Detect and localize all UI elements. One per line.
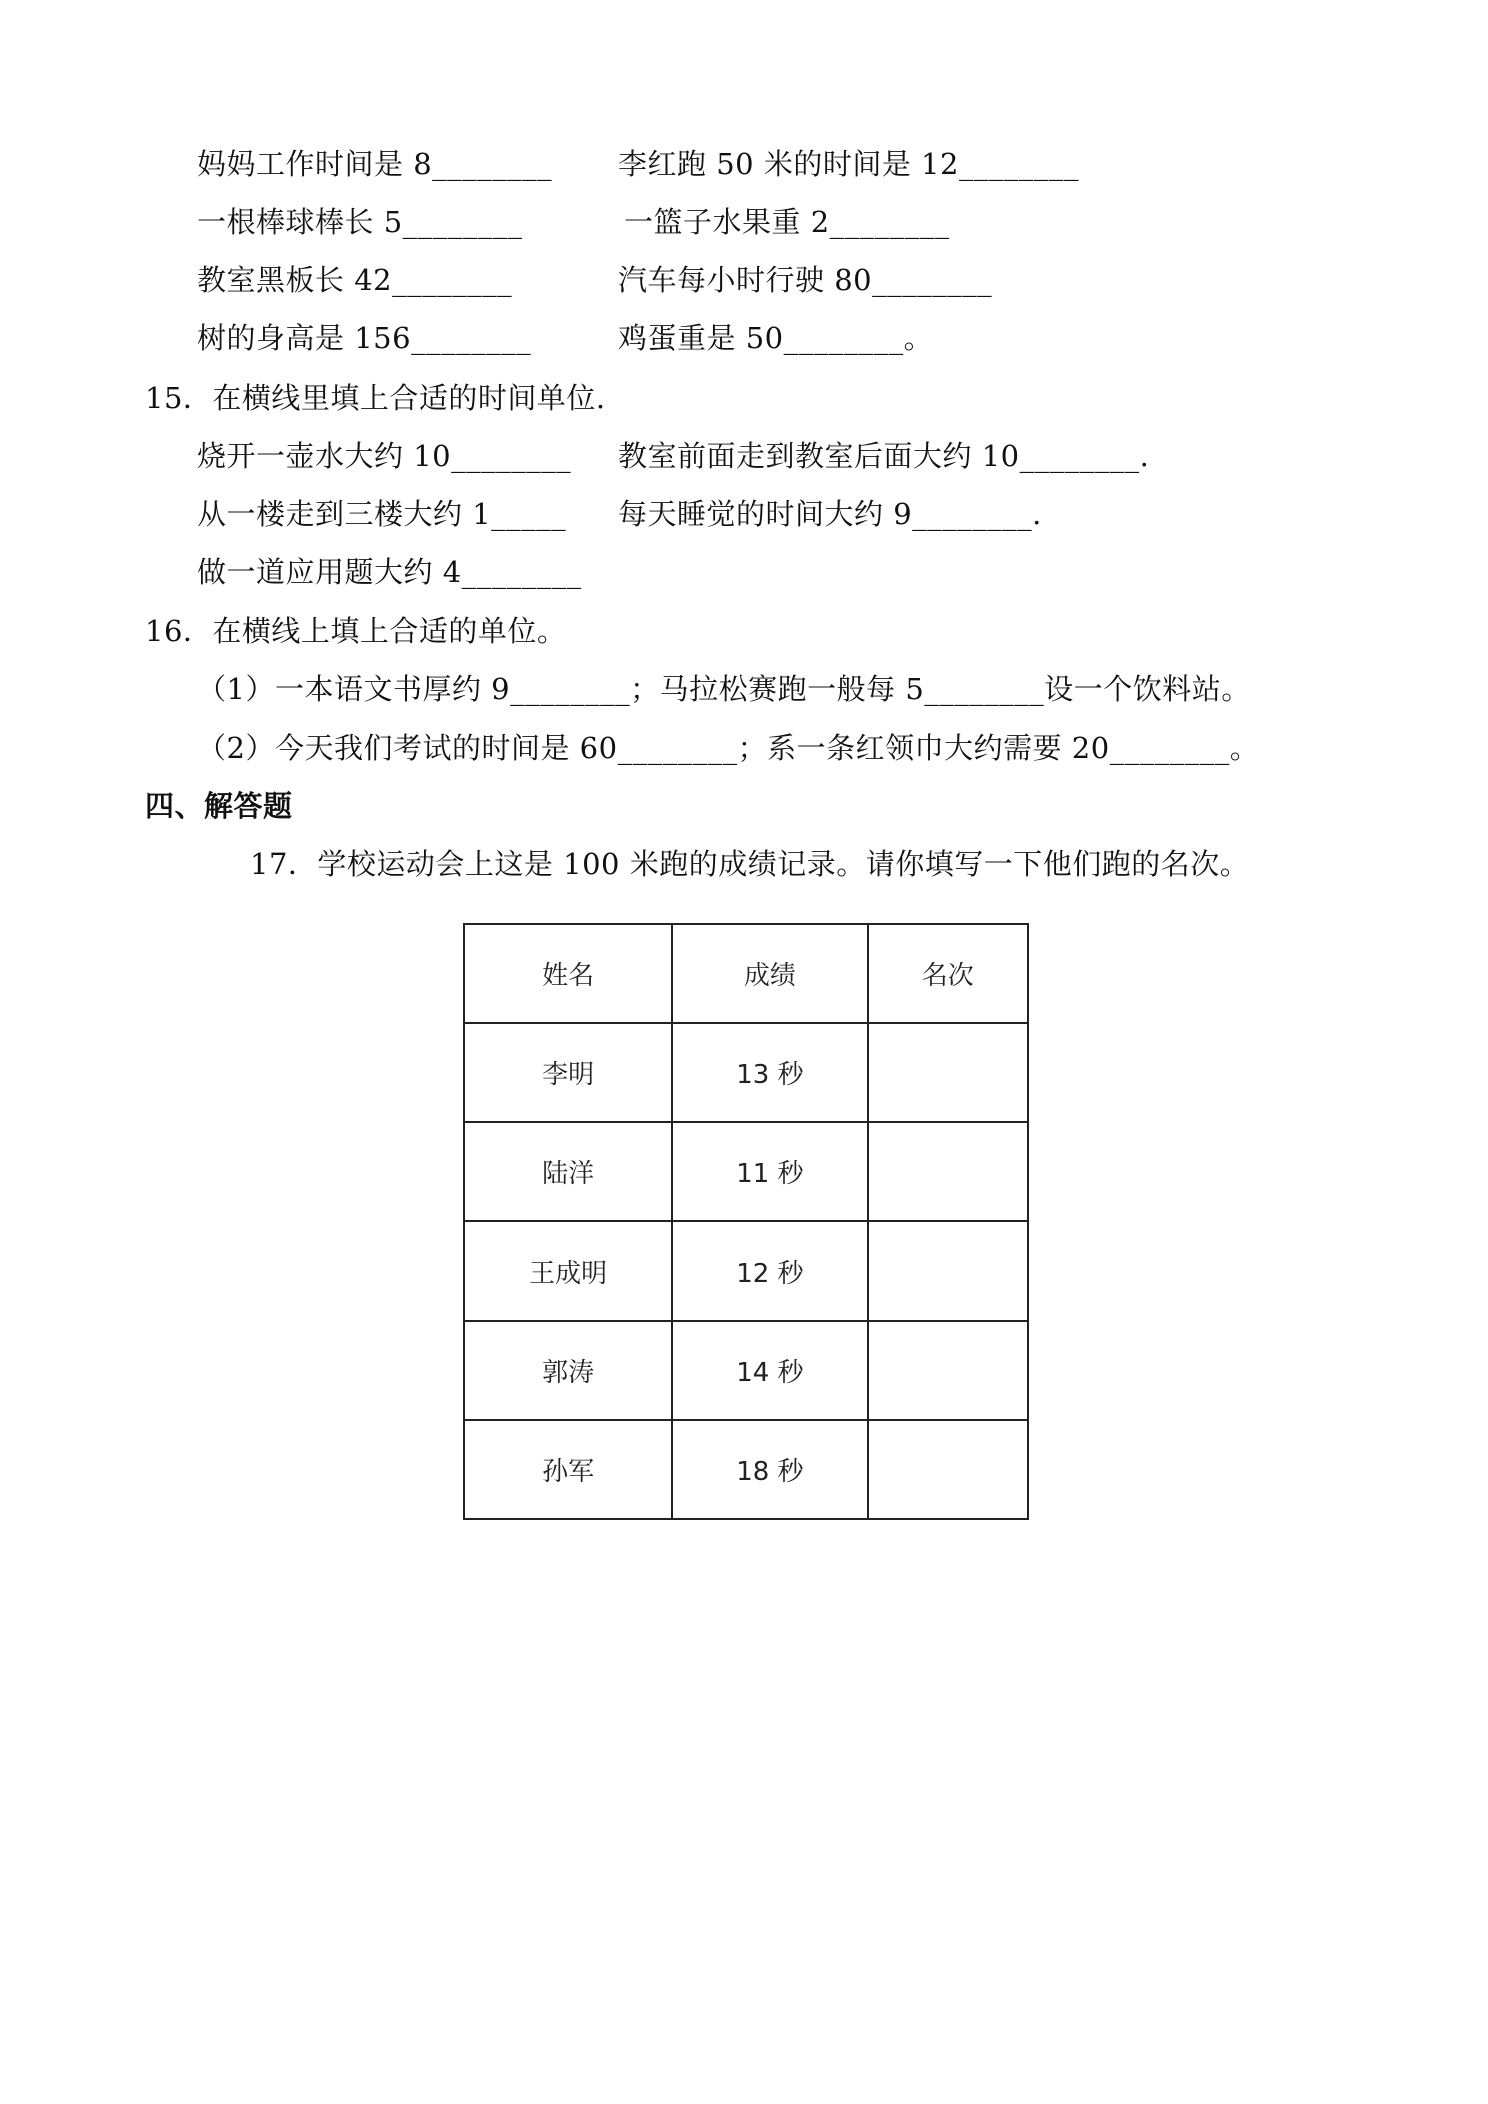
units-row1-left: 妈妈工作时间是 8________: [197, 147, 553, 181]
cell-rank[interactable]: [868, 1321, 1028, 1420]
table-header-row: [464, 924, 1028, 1023]
cell-score: 12 秒: [672, 1221, 867, 1320]
header-score: 成绩: [672, 924, 867, 1023]
cell-score: 14 秒: [672, 1321, 867, 1420]
cell-name: 李明: [464, 1023, 672, 1122]
cell-rank[interactable]: [868, 1023, 1028, 1122]
cell-score: 13 秒: [672, 1023, 867, 1122]
units-row2-left: 一根棒球棒长 5________: [197, 205, 523, 239]
cell-name: 孙军: [464, 1420, 672, 1519]
units-row4-left: 树的身高是 156________: [197, 321, 532, 355]
table-row: [464, 1122, 1028, 1221]
cell-score: 11 秒: [672, 1122, 867, 1221]
q15-row3-left: 做一道应用题大约 4________: [197, 555, 582, 589]
cell-rank[interactable]: [868, 1122, 1028, 1221]
score-table: [463, 923, 1029, 1520]
q17-text: 17．学校运动会上这是 100 米跑的成绩记录。请你填写一下他们跑的名次。: [250, 847, 1250, 881]
header-name: 姓名: [464, 924, 672, 1023]
cell-name: 王成明: [464, 1221, 672, 1320]
units-row1-right: 李红跑 50 米的时间是 12________: [618, 147, 1079, 181]
units-row2-right: 一篮子水果重 2________: [624, 205, 950, 239]
header-rank: 名次: [868, 924, 1028, 1023]
units-row3-right: 汽车每小时行驶 80________: [618, 263, 993, 297]
table-row: [464, 1420, 1028, 1519]
section-heading: 四、解答题: [145, 789, 293, 823]
cell-name: 郭涛: [464, 1321, 672, 1420]
cell-score: 18 秒: [672, 1420, 867, 1519]
q15-title: 15．在横线里填上合适的时间单位.: [145, 381, 606, 415]
q15-row2-right: 每天睡觉的时间大约 9________.: [618, 497, 1042, 531]
table-row: [464, 1321, 1028, 1420]
cell-rank[interactable]: [868, 1221, 1028, 1320]
q15-row1-right: 教室前面走到教室后面大约 10________.: [618, 439, 1150, 473]
q15-row1-left: 烧开一壶水大约 10________: [197, 439, 572, 473]
q16-title: 16．在横线上填上合适的单位。: [145, 614, 567, 648]
q16-item1: （1）一本语文书厚约 9________；马拉松赛跑一般每 5________设一个饮料站。: [197, 672, 1251, 706]
cell-name: 陆洋: [464, 1122, 672, 1221]
units-row3-left: 教室黑板长 42________: [197, 263, 513, 297]
q15-row2-left: 从一楼走到三楼大约 1_____: [197, 497, 567, 531]
table-row: [464, 1221, 1028, 1320]
q16-item2: （2）今天我们考试的时间是 60________；系一条红领巾大约需要 20________。: [197, 731, 1260, 765]
table-row: [464, 1023, 1028, 1122]
units-row4-right: 鸡蛋重是 50________。: [618, 321, 934, 355]
cell-rank[interactable]: [868, 1420, 1028, 1519]
